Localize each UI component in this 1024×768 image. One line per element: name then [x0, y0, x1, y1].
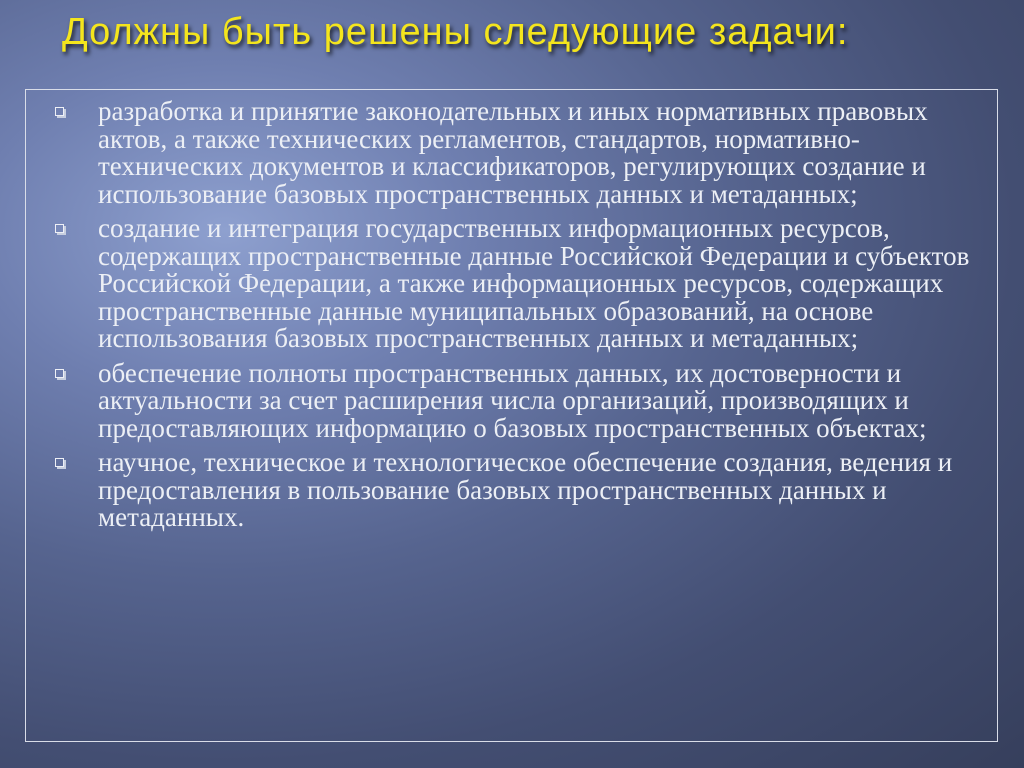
list-item	[48, 357, 988, 443]
bullet-text: обеспечение полноты пространственных данных, их достоверности и актуальности за счет расширения числа организаций, производящих и предоставляющих информацию о базовых пространственных объектах;	[98, 357, 927, 443]
bullet-text: создание и интеграция государственных информационных ресурсов, содержащих пространственные данные Российской Федерации и субъектов Российской Федерации, а также информационных ресурсов, содержащих пространственные данные муниципальных образований, на основе использования базовых пространственных данных и метаданных;	[98, 213, 970, 353]
square-bullet-icon	[55, 224, 64, 233]
square-bullet-icon	[55, 107, 64, 116]
list-item	[48, 215, 988, 353]
square-bullet-icon	[55, 458, 64, 467]
square-bullet-icon	[55, 369, 64, 378]
content-frame	[25, 89, 998, 742]
list-item	[48, 449, 988, 532]
bullet-list	[48, 98, 988, 539]
slide-title: Должны быть решены следующие задачи:	[62, 11, 849, 53]
bullet-text: разработка и принятие законодательных и иных нормативных правовых актов, а также технических регламентов, стандартов, нормативно-технических документов и классификаторов, регулирующих создание и использование базовых пространственных данных и метаданных;	[98, 96, 928, 209]
bullet-text: научное, техническое и технологическое обеспечение создания, ведения и предоставления в пользование базовых пространственных данных и метаданных.	[98, 447, 953, 532]
list-item	[48, 98, 988, 208]
